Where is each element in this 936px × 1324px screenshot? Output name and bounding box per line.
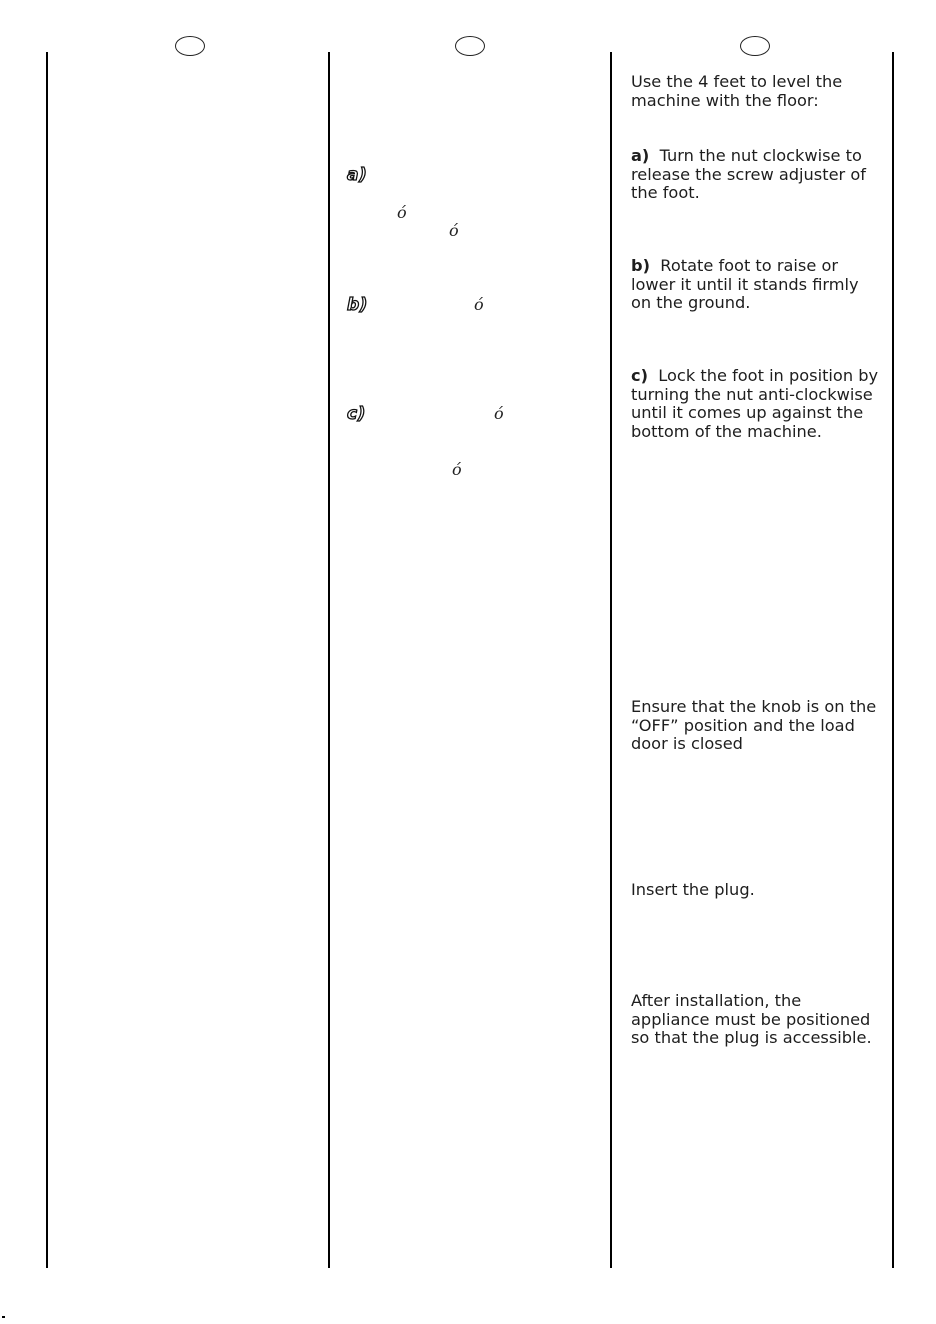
language-circle-2 [455,36,485,56]
step-b-label: b) [631,256,650,275]
corner-mark [2,1316,5,1318]
middle-accent-4: ó [494,404,504,423]
middle-step-c-label: c) [347,404,366,424]
step-c [631,367,881,441]
column-divider-4 [892,52,894,1268]
plug-accessible-note: After installation, the appliance must be positioned so that the plug is accessible. [631,991,872,1047]
leveling-intro: Use the 4 feet to level the machine with the floor: [631,72,843,110]
middle-step-b-label: b) [347,295,368,315]
middle-step-a-label: a) [347,165,368,185]
middle-accent-5: ó [452,460,462,479]
step-b [631,257,881,313]
step-a-text: Turn the nut clockwise to release the screw adjuster of the foot. [631,146,866,202]
language-circle-1 [175,36,205,56]
step-a-label: a) [631,146,650,165]
step-a [631,147,881,203]
column-divider-3 [610,52,612,1268]
language-circle-3 [740,36,770,56]
step-c-text: Lock the foot in position by turning the nut anti-clockwise until it comes up against the bottom of the machine. [631,366,879,441]
insert-plug-note: Insert the plug. [631,880,755,899]
column-divider-1 [46,52,48,1268]
middle-accent-3: ó [474,295,484,314]
step-c-label: c) [631,366,648,385]
middle-accent-1: ó [397,203,407,222]
column-divider-2 [328,52,330,1268]
middle-accent-2: ó [449,221,459,240]
step-b-text: Rotate foot to raise or lower it until it stands firmly on the ground. [631,256,859,312]
knob-off-note: Ensure that the knob is on the “OFF” position and the load door is closed [631,697,877,753]
